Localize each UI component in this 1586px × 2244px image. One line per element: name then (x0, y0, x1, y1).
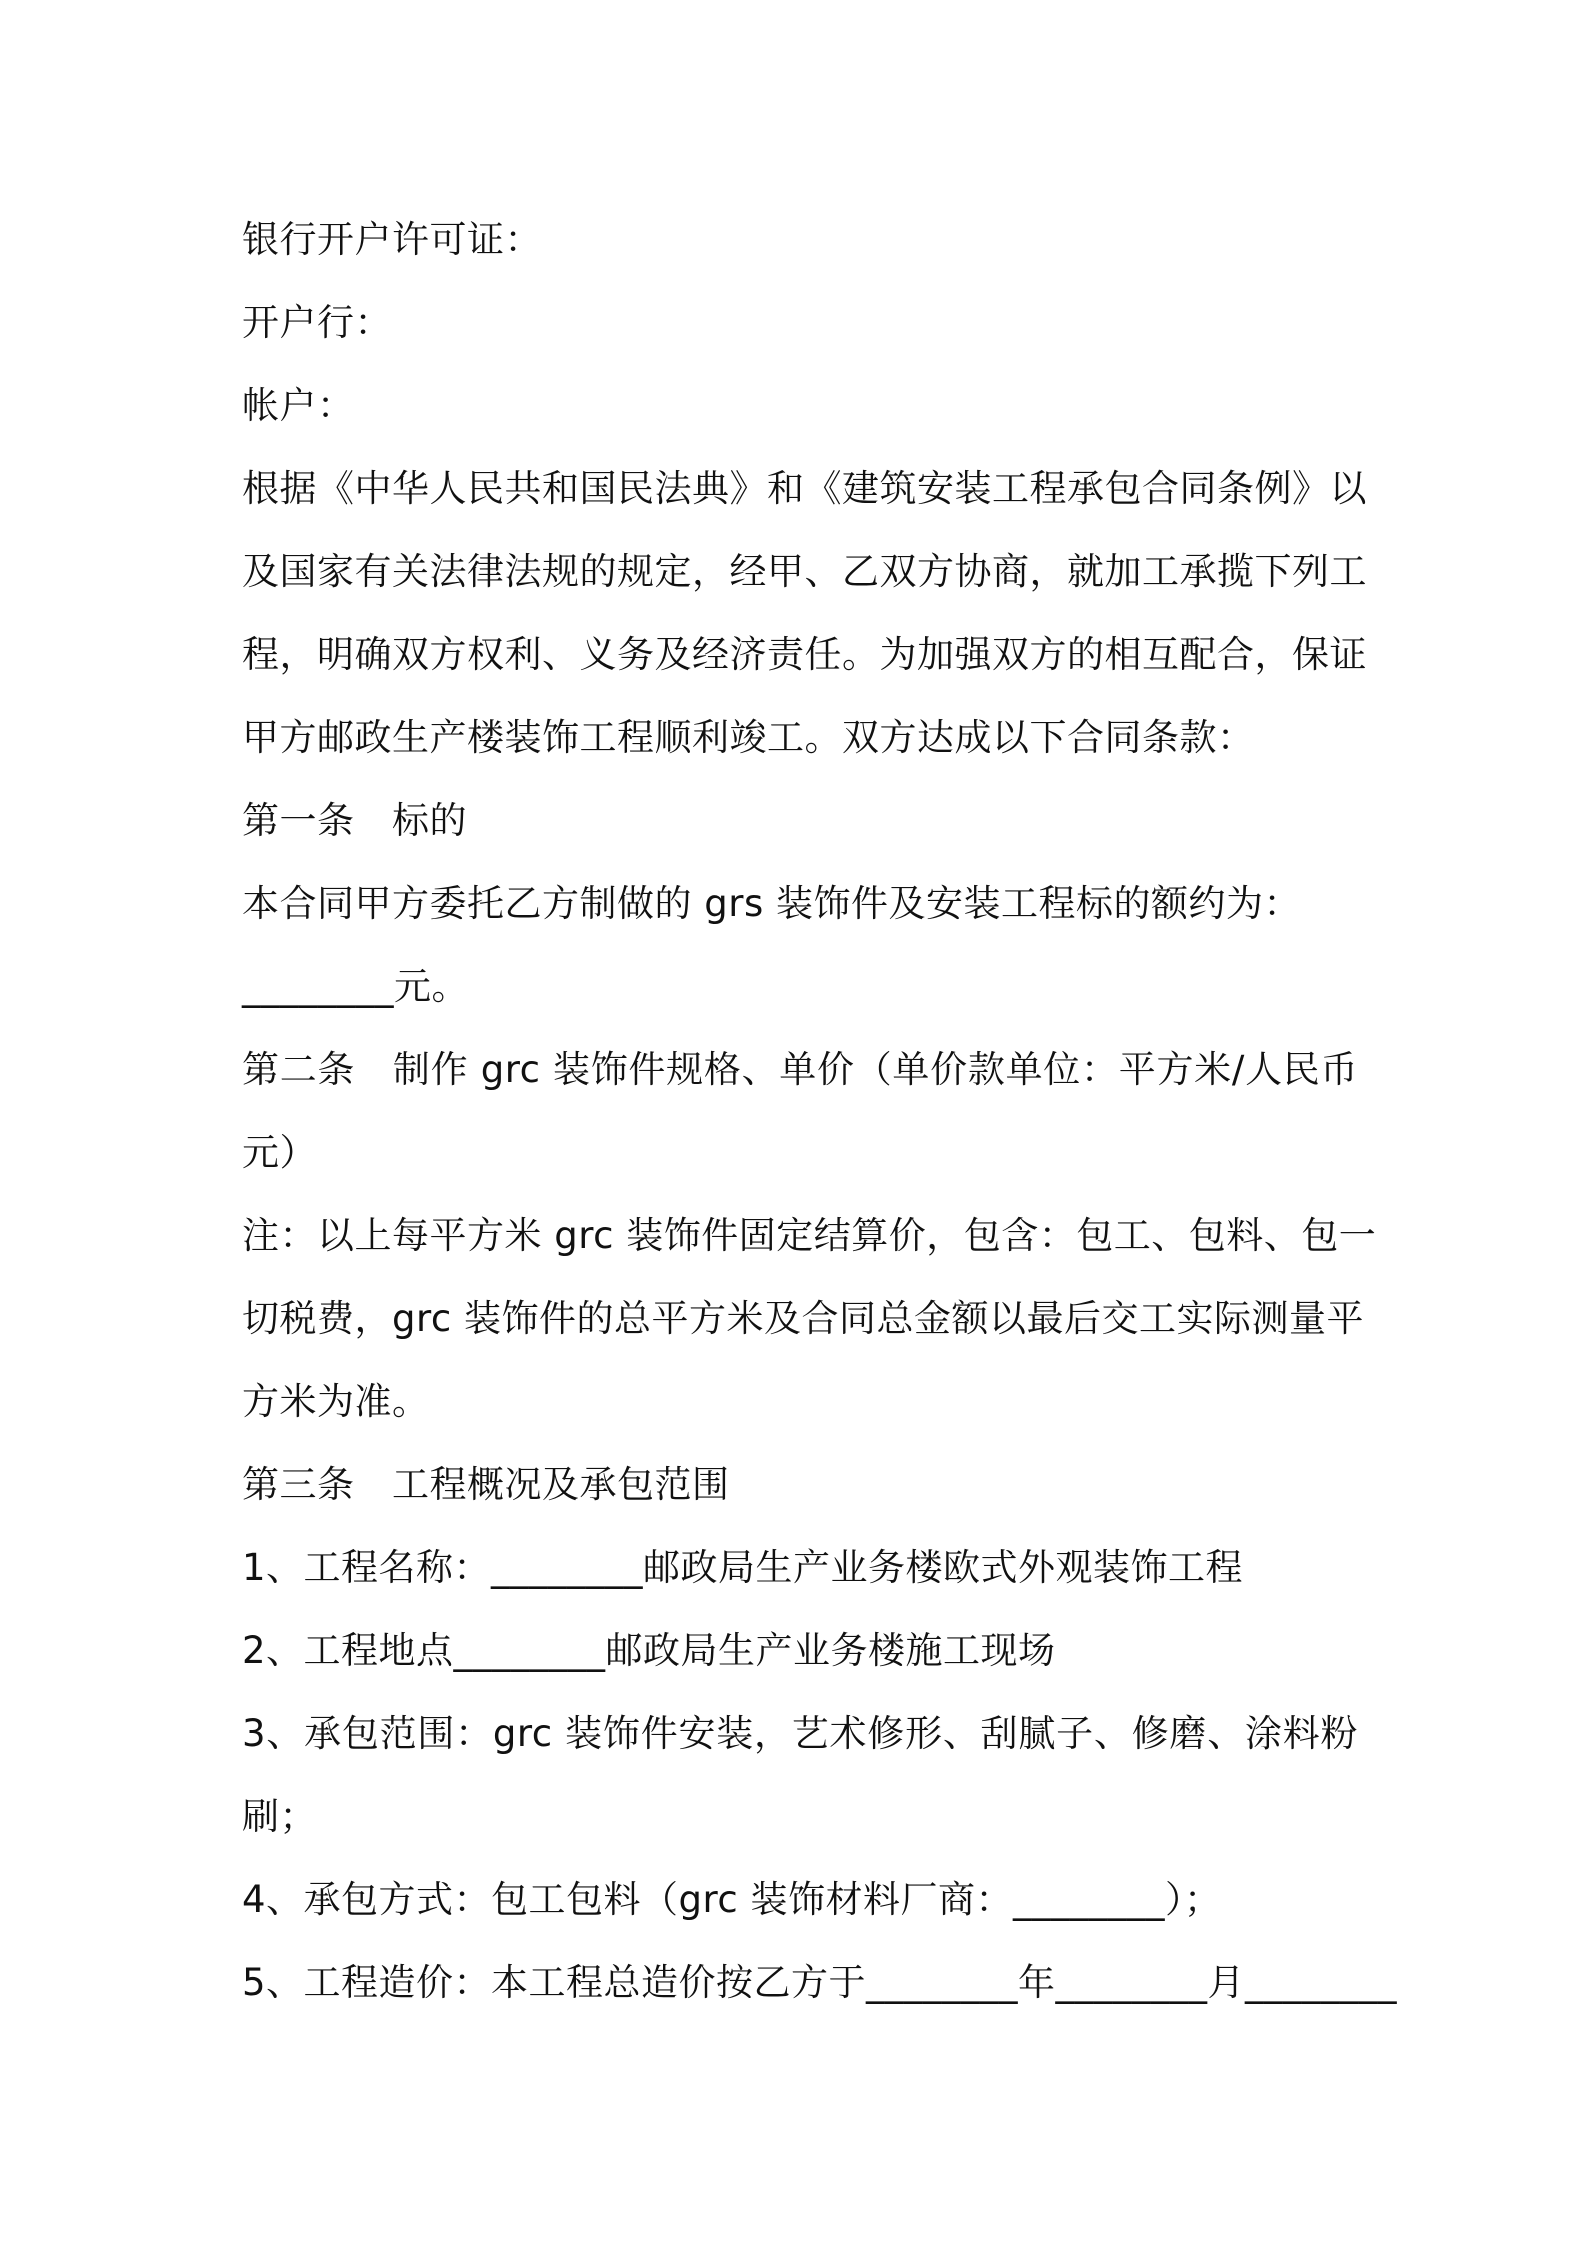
text-line: 2、工程地点________邮政局生产业务楼施工现场 (242, 1629, 1056, 1672)
text-line: 帐户： (242, 384, 355, 427)
section-heading: 第三条 工程概况及承包范围 (242, 1463, 730, 1506)
text-line: 1、工程名称：________邮政局生产业务楼欧式外观装饰工程 (242, 1546, 1244, 1589)
text-line: 银行开户许可证： (242, 218, 542, 261)
section-heading: 第二条 制作 grc 装饰件规格、单价（单价款单位：平方米/人民币 (242, 1048, 1358, 1091)
text-line: 刷； (242, 1795, 317, 1838)
text-line: 注：以上每平方米 grc 装饰件固定结算价，包含：包工、包料、包一 (242, 1214, 1377, 1257)
text-line: 3、承包范围：grc 装饰件安装，艺术修形、刮腻子、修磨、涂料粉 (242, 1712, 1358, 1755)
document-body (242, 198, 1398, 2024)
text-line: 根据《中华人民共和国民法典》和《建筑安装工程承包合同条例》以 (242, 467, 1367, 510)
text-line: 切税费，grc 装饰件的总平方米及合同总金额以最后交工实际测量平 (242, 1297, 1364, 1340)
text-line: 及国家有关法律法规的规定，经甲、乙双方协商，就加工承揽下列工 (242, 550, 1367, 593)
text-line: ________元。 (242, 965, 469, 1008)
text-line: 4、承包方式：包工包料（grc 装饰材料厂商：________）； (242, 1878, 1222, 1921)
text-line: 方米为准。 (242, 1380, 430, 1423)
text-line: 程，明确双方权利、义务及经济责任。为加强双方的相互配合，保证 (242, 633, 1367, 676)
text-line: 5、工程造价：本工程总造价按乙方于________年________月________ (242, 1961, 1398, 2004)
section-heading: 第一条 标的 (242, 799, 467, 842)
text-line: 开户行： (242, 301, 392, 344)
text-line: 本合同甲方委托乙方制做的 grs 装饰件及安装工程标的额约为： (242, 882, 1301, 925)
text-line: 元） (242, 1131, 317, 1174)
text-line: 甲方邮政生产楼装饰工程顺利竣工。双方达成以下合同条款： (242, 716, 1255, 759)
